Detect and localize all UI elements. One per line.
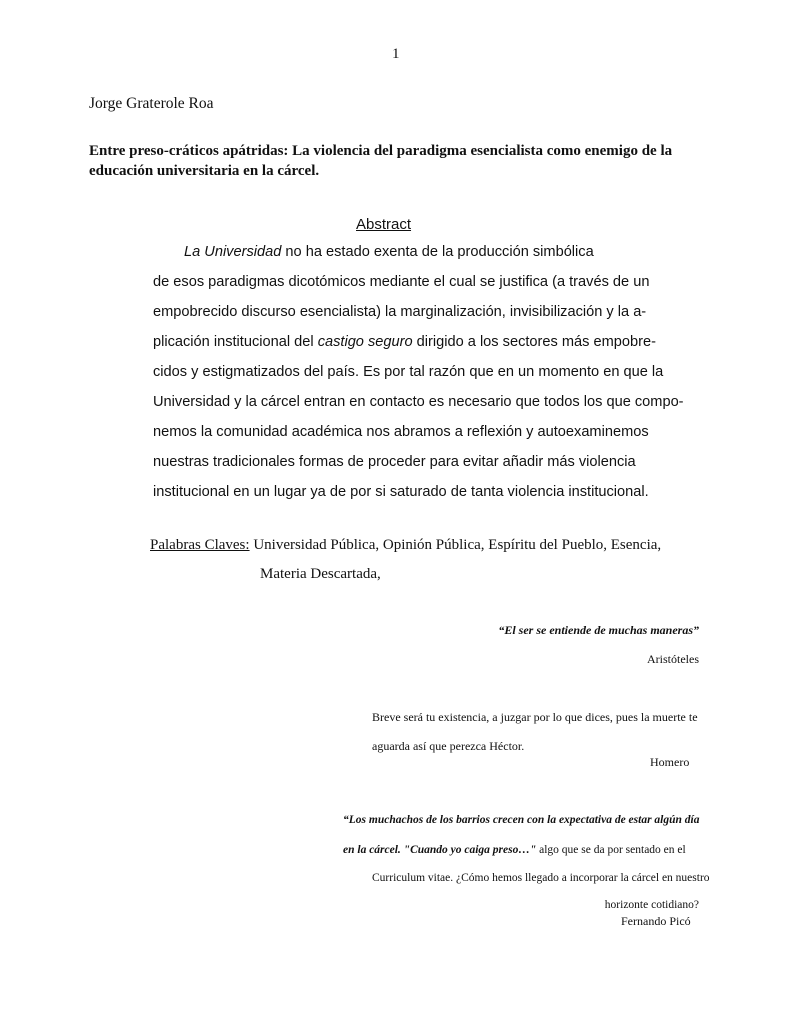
- epigraph-pico-line-1: “Los muchachos de los barrios crecen con la expectativa de estar algún día: [343, 814, 700, 826]
- abstract-line-1-text: no ha estado exenta de la producción simbólica: [281, 244, 594, 260]
- epigraph-homero: [372, 703, 698, 761]
- abstract-line-6: Universidad y la cárcel entran en contacto es necesario que todos los que compo-: [153, 394, 684, 410]
- abstract-line-9: institucional en un lugar ya de por si saturado de tanta violencia institucional.: [153, 484, 649, 500]
- author-name: Jorge Graterole Roa: [89, 95, 214, 112]
- paper-title: [89, 141, 689, 181]
- keywords-line-1: Universidad Pública, Opinión Pública, Espíritu del Pueblo, Esencia,: [249, 537, 662, 553]
- keywords: [150, 537, 661, 554]
- title-line-2: educación universitaria en la cárcel.: [89, 163, 320, 179]
- abstract-line-3: empobrecido discurso esencialista) la marginalización, invisibilización y la a-: [153, 304, 647, 320]
- epigraph-homero-line-2: aguarda así que perezca Héctor.: [372, 739, 525, 753]
- abstract-heading: Abstract: [356, 216, 412, 233]
- title-line-1: Entre preso-cráticos apátridas: La violencia del paradigma esencialista como enemigo de la: [89, 143, 673, 159]
- epigraph-pico-line-3: Curriculum vitae. ¿Cómo hemos llegado a incorporar la cárcel en nuestro: [372, 872, 710, 884]
- epigraph-pico-line-2-rest: algo que se da por sentado en el: [536, 844, 686, 856]
- abstract-line-2: de esos paradigmas dicotómicos mediante el cual se justifica (a través de un: [153, 274, 650, 290]
- epigraph-homero-author: Homero: [650, 755, 690, 769]
- epigraph-pico-line-4: horizonte cotidiano?: [604, 899, 699, 911]
- abstract-line-7: nemos la comunidad académica nos abramos a reflexión y autoexaminemos: [153, 424, 649, 440]
- epigraph-aristoteles-author: Aristóteles: [647, 652, 699, 666]
- abstract-line-5: cidos y estigmatizados del país. Es por tal razón que en un momento en que la: [153, 364, 664, 380]
- epigraph-pico-line-2: [343, 836, 686, 865]
- page-number: 1: [392, 46, 400, 62]
- abstract-line-4-pre: plicación institucional del: [153, 334, 318, 350]
- abstract-italic-universidad: La Universidad: [184, 244, 282, 260]
- epigraph-pico-line-2-italic: en la cárcel. "Cuando yo caiga preso…": [343, 844, 537, 856]
- abstract-line-8: nuestras tradicionales formas de proceder para evitar añadir más violencia: [153, 454, 636, 470]
- abstract-line-4-post: dirigido a los sectores más empobre-: [412, 334, 656, 350]
- abstract-line-1: [184, 244, 594, 260]
- epigraph-pico-author: Fernando Picó: [621, 914, 691, 928]
- epigraph-homero-line-1: Breve será tu existencia, a juzgar por lo que dices, pues la muerte te: [372, 710, 698, 724]
- abstract-italic-castigo: castigo seguro: [317, 334, 413, 350]
- keywords-label: Palabras Claves:: [150, 537, 250, 553]
- keywords-line-2: Materia Descartada,: [260, 566, 381, 582]
- epigraph-aristoteles: “El ser se entiende de muchas maneras”: [498, 623, 699, 637]
- abstract-line-4: [153, 334, 656, 350]
